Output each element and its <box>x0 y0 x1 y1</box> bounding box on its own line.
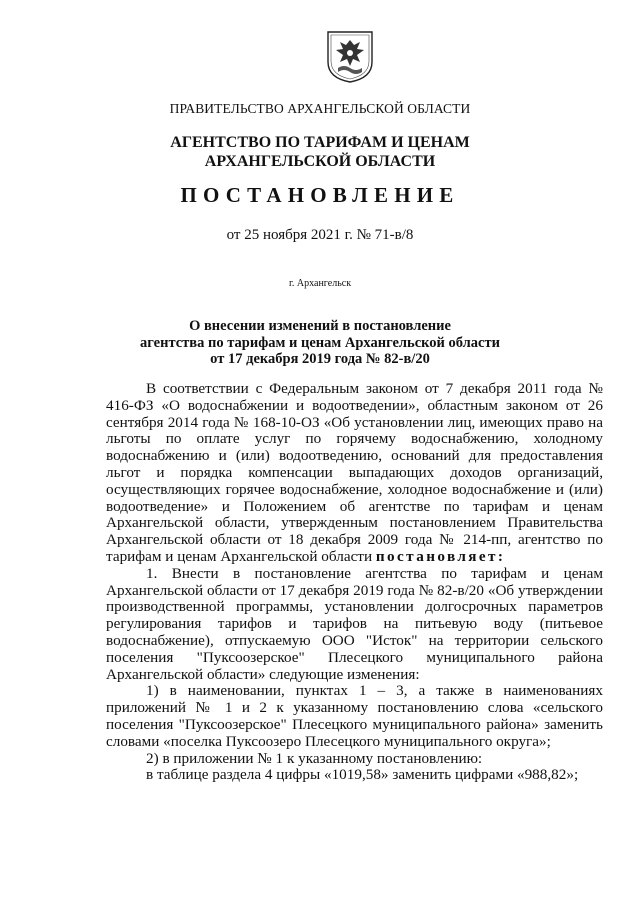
document-type-title: ПОСТАНОВЛЕНИЕ <box>180 183 460 207</box>
decree-subject <box>0 318 640 368</box>
subject-line3: от 17 декабря 2019 года № 82-в/20 <box>210 351 430 367</box>
subject-line1: О внесении изменений в постановление <box>189 318 451 334</box>
decides-keyword: постановляет: <box>375 547 506 565</box>
coat-of-arms-emblem <box>324 28 376 84</box>
preamble-text: В соответствии с Федеральным законом от 7 декабря 2011 года № 416-ФЗ «О водоснабжении и водоотведении», областным законом от 26 сентября 2014 года № 168-10-ОЗ «Об установлении лиц, имеющих право на льготы по оплате услуг по горячему водоснабжению, холодному водоснабжению и (или) водоотведению, оснований для предоставления льгот и порядка компенсации выпадающих доходов организаций, осуществляющих горячее водоснабжение, холодное водоснабжение и (или) водоотведение» и Положением об агентстве по тарифам и ценам Архангельской области, утвержденным постановлением Правительства Архангельской области от 18 декабря 2009 года № 214-пп, агентство по тарифам и ценам Архангельской области <box>106 380 603 565</box>
subitem-2-paragraph: 2) в приложении № 1 к указанному постановлению: <box>146 749 483 767</box>
agency-name-line1: АГЕНТСТВО ПО ТАРИФАМ И ЦЕНАМ <box>170 134 470 151</box>
city-name: г. Архангельск <box>288 278 352 289</box>
subject-line2: агентства по тарифам и ценам Архангельской области <box>140 334 500 351</box>
government-name: ПРАВИТЕЛЬСТВО АРХАНГЕЛЬСКОЙ ОБЛАСТИ <box>169 101 471 116</box>
item-1-paragraph: 1. Внести в постановление агентства по тарифам и ценам Архангельской области от 17 декабря 2019 года № 82-в/20 «Об утверждении производственной программы, установлении долгосрочных параметров регулирования тарифов и тарифов на питьевую воду (питьевое водоснабжение), отпускаемую ООО "Исток" на территории сельского поселения "Пуксоозерское" Плесецкого муниципального района Архангельской области» следующие изменения: <box>106 564 603 683</box>
preamble-paragraph <box>106 381 603 566</box>
subitem-2a-paragraph: в таблице раздела 4 цифры «1019,58» заменить цифрами «988,82»; <box>146 766 579 784</box>
agency-name-line2: АРХАНГЕЛЬСКОЙ ОБЛАСТИ <box>204 153 436 170</box>
agency-name <box>0 133 640 171</box>
decree-body <box>106 381 603 784</box>
subitem-1-paragraph: 1) в наименовании, пунктах 1 – 3, а также в наименованиях приложений № 1 и 2 к указанному постановлению слова «сельского поселения "Пуксоозерское" Плесецкого муниципального района» заменить словами «поселка Пуксоозеро Плесецкого муниципального округа»; <box>106 682 603 750</box>
date-and-number: от 25 ноября 2021 г. № 71-в/8 <box>226 227 414 243</box>
